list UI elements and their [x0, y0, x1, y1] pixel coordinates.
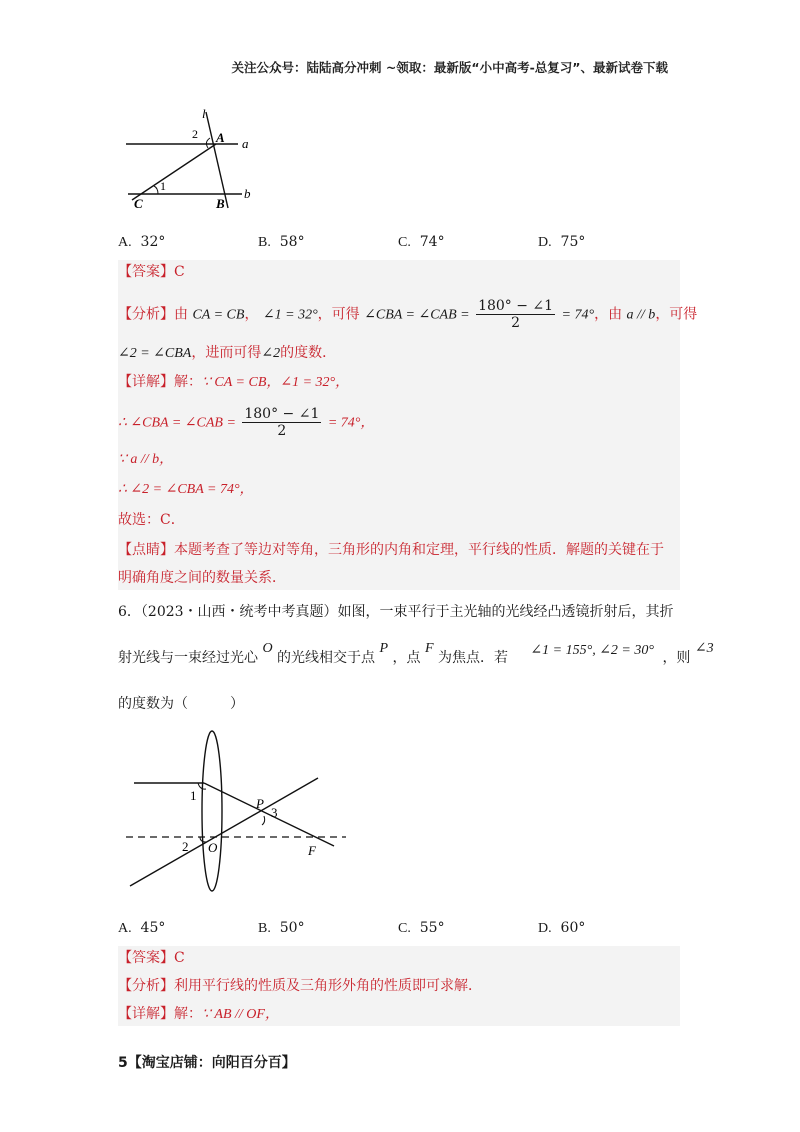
- q5-analysis-line2: ∠2 = ∠CBA，进而可得∠2的度数．: [118, 345, 337, 361]
- q5-analysis: 【分析】由 CA = CB， ∠1 = 32°，可得 ∠CBA = ∠CAB = $\frac{180^\circ - \angle 1}{2}$ = 74°，由 a // b，可得: [118, 298, 698, 331]
- footer-shop: 5【淘宝店铺：向阳百分百】: [118, 1055, 296, 1071]
- q6-label-F: F: [308, 843, 316, 858]
- q5-label-b: b: [244, 186, 251, 201]
- q6-label-2: 2: [182, 839, 189, 854]
- q5-comment-line1: 【点睛】本题考查了等边对等角，三角形的内角和定理，平行线的性质．解题的关键在于: [118, 542, 664, 558]
- q5-label-angle-1: 1: [160, 179, 166, 193]
- q5-choose: 故选：C．: [118, 512, 185, 528]
- q5-option-c: C. 74°: [398, 234, 445, 250]
- q5-label-a: a: [242, 136, 249, 151]
- q6-label-P: P: [256, 796, 264, 811]
- q6-label-3: 3: [271, 805, 278, 820]
- q5-detail-line4: ∴ ∠2 = ∠CBA = 74°，: [118, 482, 254, 497]
- q6-option-d: D. 60°: [538, 920, 586, 936]
- q6-stem-line2: 射光线与一束经过光心 O 的光线相交于点 P ，点 F 为焦点．若 ∠1 = 155°, ∠2 = 30° ，则 ∠3: [118, 641, 714, 666]
- q5-label-B: B: [216, 196, 225, 211]
- q5-answer: 【答案】C: [118, 264, 185, 280]
- q5-label-C: C: [134, 196, 143, 211]
- q5-option-b: B. 58°: [258, 234, 305, 250]
- q6-stem-line1: 6．（2023・山西・统考中考真题）如图，一束平行于主光轴的光线经凸透镜折射后，其折: [118, 604, 674, 620]
- q6-option-b: B. 50°: [258, 920, 305, 936]
- q5-label-l: l: [202, 106, 206, 121]
- header-banner: 关注公众号：陆陆高分冲刺 ~领取：最新版“小中高考-总复习”、最新试卷下载: [231, 60, 668, 75]
- q5-detail-line3: ∵ a // b，: [118, 452, 174, 467]
- q6-stem-line3: 的度数为（ ）: [118, 696, 244, 712]
- q5-comment-line2: 明确角度之间的数量关系．: [118, 570, 286, 586]
- q6-figure: [126, 726, 346, 894]
- q5-detail-line2: ∴ ∠CBA = ∠CAB = $\frac{180^\circ - \angle 1}{2}$ = 74°，: [118, 406, 375, 439]
- q5-detail-line1: 【详解】解：∵ CA = CB，∠1 = 32°，: [118, 374, 350, 390]
- q6-detail-line1: 【详解】解：∵ AB // OF，: [118, 1006, 279, 1022]
- q5-option-d: D. 75°: [538, 234, 586, 250]
- q6-answer: 【答案】C: [118, 950, 185, 966]
- q5-figure: [118, 104, 268, 214]
- q6-option-a: A. 45°: [118, 920, 166, 936]
- q6-analysis: 【分析】利用平行线的性质及三角形外角的性质即可求解．: [118, 978, 482, 994]
- q6-option-c: C. 55°: [398, 920, 445, 936]
- q6-label-1: 1: [190, 788, 197, 803]
- q5-label-angle-2: 2: [192, 127, 198, 141]
- q5-option-a: A. 32°: [118, 234, 166, 250]
- q6-label-O: O: [208, 840, 218, 855]
- q5-label-A: A: [216, 130, 225, 145]
